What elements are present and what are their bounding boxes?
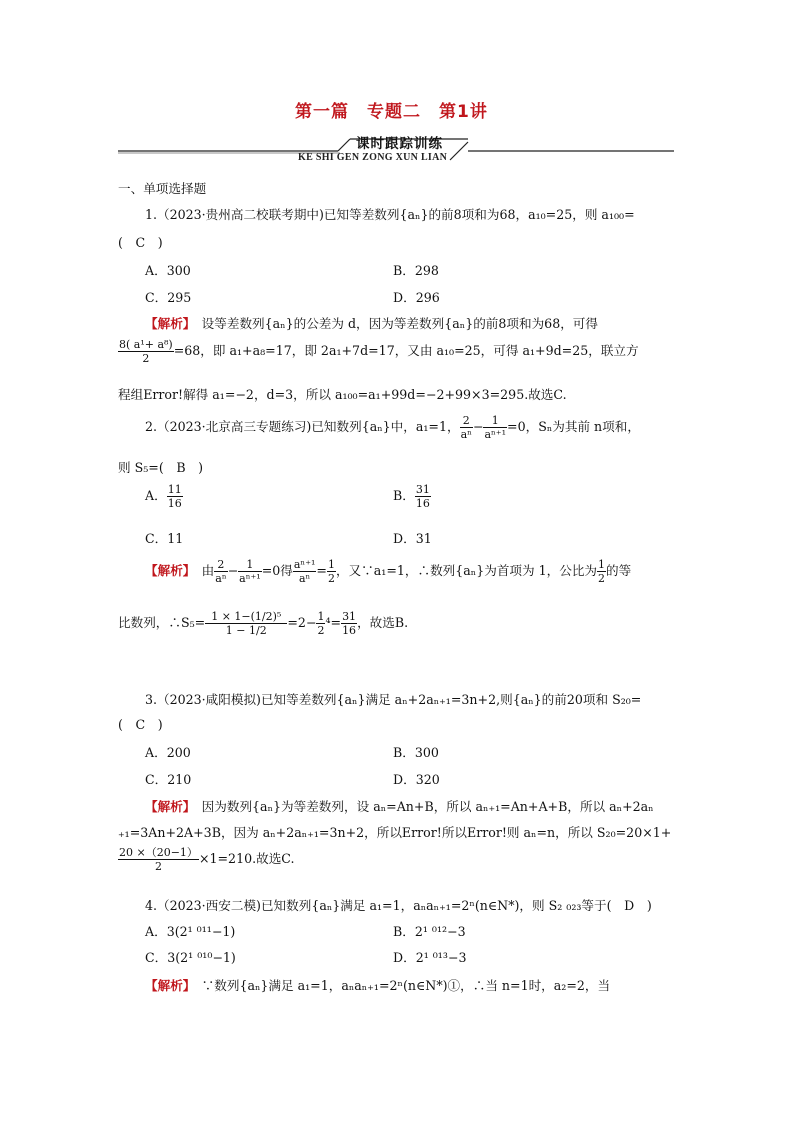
q1-option-a: A．300 — [145, 263, 191, 278]
q1-solution-line-2 — [118, 338, 639, 365]
q3-option-d: D．320 — [393, 772, 440, 787]
q4-solution-line-1: 【解析】 ∵数列{aₙ}满足 a₁=1，aₙaₙ₊₁=2ⁿ(n∈N*)①，∴当 n=1时，a₂=2，当 — [145, 978, 611, 993]
question-1-answer: ( C ) — [118, 235, 163, 250]
q1-solution-line-1 — [145, 313, 598, 332]
q3-solution-line-1: 【解析】 因为数列{aₙ}为等差数列，设 aₙ=An+B，所以 aₙ₊₁=An+A+B，所以 aₙ+2aₙ — [145, 799, 654, 814]
q2-fraction-1: $\frac{2}{\text{aⁿ}}$ — [460, 414, 472, 441]
q2-big-fraction: $\frac{\text{1 × 1−(1/2)⁵}}{1 - 1/2}$ — [205, 610, 287, 637]
question-2-stem: 2.（2023·北京高三专题练习)已知数列{aₙ}中，a₁=1， $\frac{2}{\text{aⁿ}}$ − $\frac{1}{\text{aⁿ⁺¹}}$ =0，Sₙ为其前 n项和， — [145, 414, 640, 441]
q4-option-a: A．3(2¹ ⁰¹¹−1) — [145, 924, 236, 939]
q1-option-c: C．295 — [145, 290, 192, 305]
question-3-answer: ( C ) — [118, 717, 163, 732]
question-4-stem: 4.（2023·西安二模)已知数列{aₙ}满足 a₁=1，aₙaₙ₊₁=2ⁿ(n∈N*)，则 S₂ ₀₂₃等于( D ) — [145, 898, 652, 913]
jiexi-label: 【解析】 — [145, 316, 190, 331]
q1-fraction: $\frac{\text{8( a¹+ a⁸)}}{2}$ — [119, 338, 173, 365]
q2-solution-line-1: 【解析】 由 $\frac{2}{\text{aⁿ}}$ − $\frac{1}{\text{aⁿ⁺¹}}$ =0得 $\frac{\text{aⁿ⁺¹}}{\text{aⁿ}}$ = $\frac{1}{2}$ ，又∵a₁=1，∴数列{aₙ}为首项为 1，公比为 $\frac{1}{2}$ 的等 — [145, 558, 632, 585]
q2-option-b: B． $\frac{31}{16}$ — [393, 483, 430, 510]
q1-option-b: B．298 — [393, 263, 439, 278]
q3-option-b: B．300 — [393, 745, 439, 760]
q2-option-d: D．31 — [393, 531, 432, 546]
q2-solution-line-2: 比数列，∴S₅= $\frac{\text{1 × 1−(1/2)⁵}}{1 - 1/2}$ =2− $\frac{1}{2}$ ⁴= $\frac{31}{16}$ ，故选B. — [118, 610, 409, 637]
q1-option-d: D．296 — [393, 290, 440, 305]
q3-solution-line-2: ₊₁=3An+2A+3B，因为 aₙ+2aₙ₊₁=3n+2，所以Error!所以Error!则 aₙ=n，所以 S₂₀=20×1+ — [118, 825, 672, 840]
q1-solution-text: 设等差数列{aₙ}的公差为 d，因为等差数列{aₙ}的前8项和为68，可得 — [201, 316, 598, 331]
q4-option-b: B．2¹ ⁰¹²−3 — [393, 924, 466, 939]
q2-option-a: A． $\frac{11}{16}$ — [145, 483, 182, 510]
q2-option-c: C．11 — [145, 531, 184, 546]
q2-fraction-2: $\frac{1}{\text{aⁿ⁺¹}}$ — [484, 414, 507, 441]
q4-option-c: C．3(2¹ ⁰¹⁰−1) — [145, 950, 236, 965]
q3-option-c: C．210 — [145, 772, 192, 787]
q3-option-a: A．200 — [145, 745, 191, 760]
banner-title: 课时跟踪训练 — [356, 136, 443, 152]
page-title: 第一篇 专题二 第1讲 — [295, 102, 488, 122]
q4-option-d: D．2¹ ⁰¹³−3 — [393, 950, 467, 965]
section-heading: 一、单项选择题 — [118, 181, 207, 196]
question-1-stem: 1.（2023·贵州高二校联考期中)已知等差数列{aₙ}的前8项和为68，a₁₀=25，则 a₁₀₀= — [145, 207, 635, 222]
q3-solution-line-3: $\frac{20 \times(20-1)}{2}$ ×1=210.故选C. — [119, 846, 295, 873]
question-3-stem: 3.（2023·咸阳模拟)已知等差数列{aₙ}满足 aₙ+2aₙ₊₁=3n+2,则{aₙ}的前20项和 S₂₀= — [145, 692, 642, 707]
question-2-stem-2: 则 S₅=( B ) — [118, 460, 204, 475]
q1-solution-line-3: 程组Error!解得 a₁=−2，d=3，所以 a₁₀₀=a₁+99d=−2+99×3=295.故选C. — [118, 387, 567, 402]
question-2-answer: ( B ) — [158, 460, 204, 475]
q1-solution-text: =68，即 a₁+a₈=17，即 2a₁+7d=17，又由 a₁₀=25，可得 a₁+9d=25，联立方 — [173, 343, 639, 358]
banner-subtitle: KE SHI GEN ZONG XUN LIAN — [298, 152, 448, 163]
banner — [118, 130, 674, 166]
